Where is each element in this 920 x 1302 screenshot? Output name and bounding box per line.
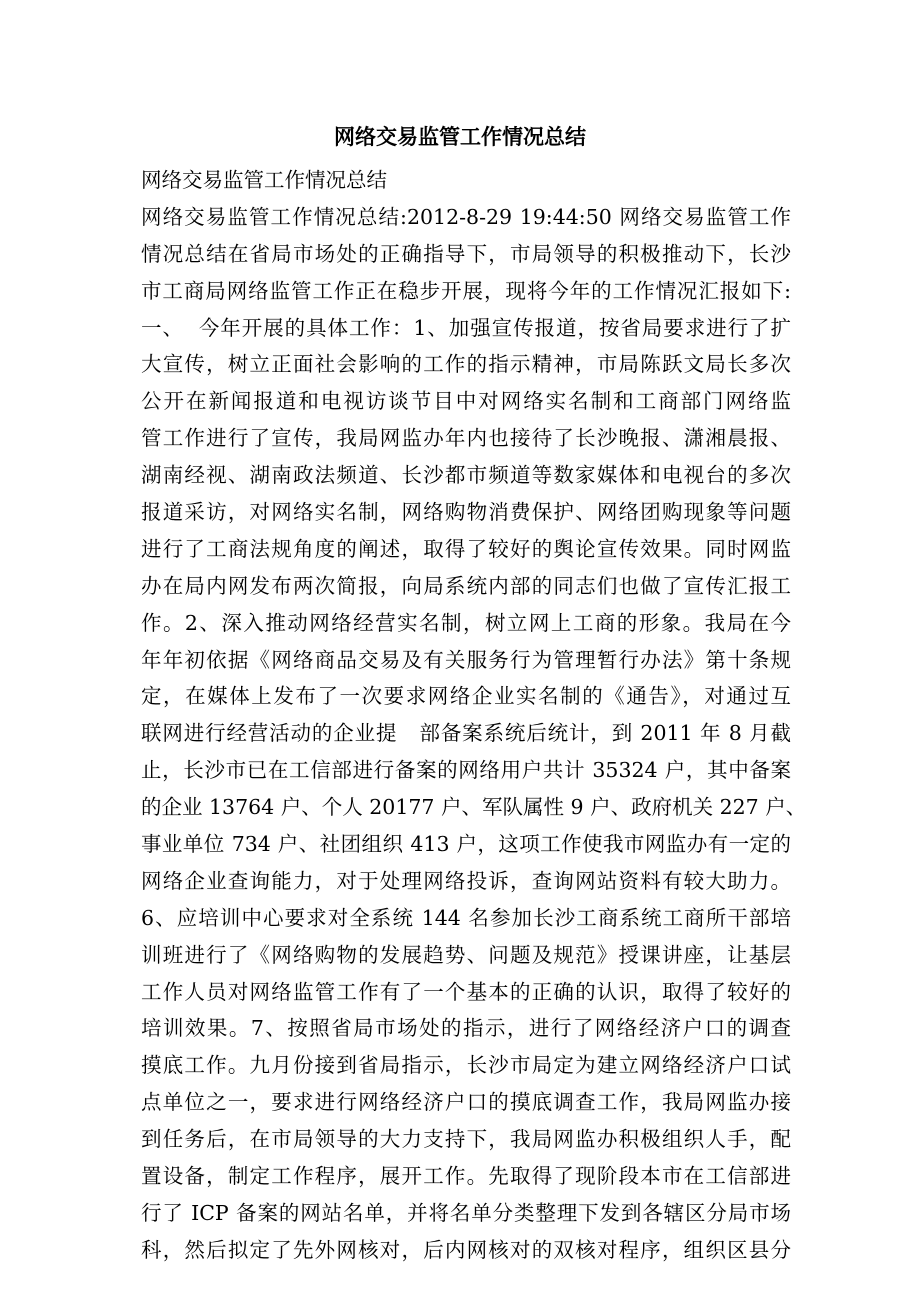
body-line: 置设备，制定工作程序，展开工作。先取得了现阶段本市在工信部进	[141, 1164, 791, 1189]
body-line: 网络交易监管工作情况总结:2012-8-29 19:44:50 网络交易监管工作	[141, 204, 791, 229]
body-line: 的企业 13764 户、个人 20177 户、军队属性 9 户、政府机关 227 户、	[141, 795, 807, 820]
document-body	[141, 162, 807, 1269]
body-line: 作。2、深入推动网络经营实名制，树立网上工商的形象。我局在今	[141, 610, 791, 635]
document-title: 网络交易监管工作情况总结	[334, 124, 586, 149]
body-line: 网络企业查询能力，对于处理网络投诉，查询网站资料有较大助力。	[141, 868, 791, 893]
body-line: 市工商局网络监管工作正在稳步开展，现将今年的工作情况汇报如下:	[141, 278, 791, 303]
body-line: 公开在新闻报道和电视访谈节目中对网络实名制和工商部门网络监	[141, 389, 791, 414]
body-line: 进行了工商法规角度的阐述，取得了较好的舆论宣传效果。同时网监	[141, 536, 791, 561]
body-line: 一、 今年开展的具体工作：1、加强宣传报道，按省局要求进行了扩	[141, 315, 791, 340]
body-line: 年年初依据《网络商品交易及有关服务行为管理暂行办法》第十条规	[141, 647, 791, 672]
body-line: 事业单位 734 户、社团组织 413 户，这项工作使我市网监办有一定的	[141, 832, 791, 857]
body-line: 到任务后，在市局领导的大力支持下，我局网监办积极组织人手，配	[141, 1127, 791, 1152]
subtitle-line: 网络交易监管工作情况总结	[141, 168, 387, 192]
body-line: 摸底工作。九月份接到省局指示，长沙市局定为建立网络经济户口试	[141, 1053, 791, 1078]
body-line: 训班进行了《网络购物的发展趋势、问题及规范》授课讲座，让基层	[141, 942, 791, 967]
body-line: 培训效果。7、按照省局市场处的指示，进行了网络经济户口的调查	[141, 1016, 791, 1041]
body-line: 办在局内网发布两次简报，向局系统内部的同志们也做了宣传汇报工	[141, 573, 791, 598]
body-line: 行了 ICP 备案的网站名单，并将名单分类整理下发到各辖区分局市场	[141, 1200, 791, 1225]
body-line: 联网进行经营活动的企业提 部备案系统后统计，到 2011 年 8 月截	[141, 721, 791, 746]
body-line: 大宣传，树立正面社会影响的工作的指示精神，市局陈跃文局长多次	[141, 352, 791, 377]
body-line: 报道采访，对网络实名制，网络购物消费保护、网络团购现象等问题	[141, 500, 791, 525]
body-line: 工作人员对网络监管工作有了一个基本的正确的认识，取得了较好的	[141, 979, 791, 1004]
body-line: 6、应培训中心要求对全系统 144 名参加长沙工商系统工商所干部培	[141, 905, 791, 930]
body-line: 湖南经视、湖南政法频道、长沙都市频道等数家媒体和电视台的多次	[141, 463, 791, 488]
body-line: 情况总结在省局市场处的正确指导下，市局领导的积极推动下，长沙	[141, 241, 791, 266]
body-line: 止，长沙市已在工信部进行备案的网络用户共计 35324 户，其中备案	[141, 758, 791, 783]
body-line: 管工作进行了宣传，我局网监办年内也接待了长沙晚报、潇湘晨报、	[141, 426, 791, 451]
body-line: 点单位之一，要求进行网络经济户口的摸底调查工作，我局网监办接	[141, 1090, 791, 1115]
body-line: 定，在媒体上发布了一次要求网络企业实名制的《通告》，对通过互	[141, 684, 791, 709]
body-line: 科，然后拟定了先外网核对，后内网核对的双核对程序，组织区县分	[141, 1237, 791, 1262]
